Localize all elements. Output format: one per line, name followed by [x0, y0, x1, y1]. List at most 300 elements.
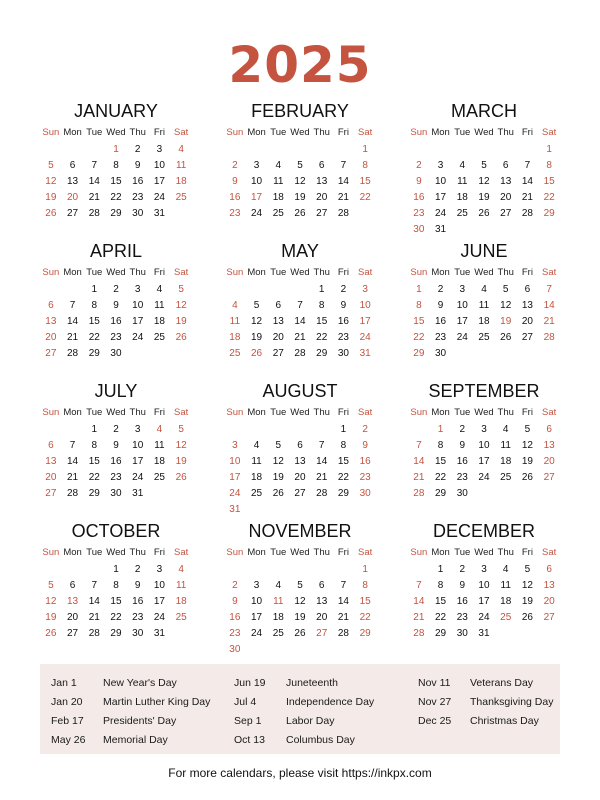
day-cell: 15: [110, 176, 122, 187]
weekday-label: Wed: [474, 547, 494, 558]
day-cell: 6: [502, 160, 509, 171]
weekday-header: [408, 126, 560, 140]
day-cell: 7: [416, 580, 422, 591]
day-grid: [40, 282, 192, 362]
day-cell: 8: [91, 440, 98, 451]
day-cell: 23: [413, 208, 425, 219]
day-cell: 13: [543, 580, 555, 591]
weekday-label: Sun: [42, 547, 60, 558]
holiday-name: Thanksgiving Day: [470, 696, 554, 708]
day-cell: 2: [113, 424, 119, 435]
day-cell: 13: [67, 596, 79, 607]
day-cell: 26: [521, 472, 533, 483]
weekday-label: Fri: [337, 547, 349, 558]
day-cell: 3: [481, 424, 487, 435]
empty-cell: [267, 422, 289, 438]
month-name: JULY: [94, 381, 138, 401]
day-cell: 9: [232, 596, 238, 607]
day-cell: 20: [500, 192, 512, 203]
month-name: AUGUST: [262, 381, 338, 401]
day-cell: 9: [134, 580, 141, 591]
weekday-label: Fri: [521, 407, 533, 418]
day-cell: 16: [337, 316, 349, 327]
day-cell: 21: [543, 316, 555, 327]
weekday-label: Wed: [106, 267, 126, 278]
day-cell: 20: [316, 612, 328, 623]
day-cell: 15: [316, 316, 328, 327]
day-cell: 12: [272, 456, 284, 467]
day-cell: 29: [359, 628, 371, 639]
day-cell: 8: [362, 580, 368, 591]
day-cell: 18: [229, 332, 241, 343]
day-cell: 14: [316, 456, 328, 467]
month-name: APRIL: [89, 241, 143, 261]
month-name: MAY: [281, 241, 319, 261]
day-cell: 7: [91, 160, 98, 171]
weekday-label: Mon: [63, 127, 82, 138]
day-cell: 19: [175, 316, 187, 327]
empty-cell: [62, 562, 84, 578]
weekday-header: [408, 406, 560, 420]
day-cell: 21: [413, 612, 425, 623]
day-cell: 25: [500, 612, 512, 623]
day-grid: [40, 422, 192, 502]
day-cell: 6: [318, 160, 325, 171]
day-cell: 1: [362, 564, 368, 575]
day-cell: 21: [294, 332, 306, 343]
day-cell: 22: [543, 192, 555, 203]
day-cell: 6: [297, 440, 303, 451]
day-cell: 30: [229, 644, 241, 655]
day-cell: 21: [88, 192, 100, 203]
day-cell: 5: [275, 440, 282, 451]
weekday-label: Tue: [454, 267, 471, 278]
day-cell: 28: [88, 208, 100, 219]
day-cell: 22: [435, 612, 447, 623]
day-cell: 27: [45, 488, 57, 499]
holiday-name: New Year's Day: [103, 677, 177, 689]
day-cell: 6: [69, 580, 76, 591]
day-cell: 30: [435, 348, 447, 359]
day-cell: 27: [543, 612, 555, 623]
month-april: [40, 240, 192, 380]
day-cell: 31: [153, 208, 165, 219]
day-cell: 11: [273, 596, 284, 607]
weekday-label: Fri: [521, 127, 533, 138]
day-cell: 9: [459, 580, 466, 591]
weekday-label: Sun: [42, 407, 60, 418]
day-cell: 27: [45, 348, 57, 359]
day-cell: 26: [478, 208, 490, 219]
months-grid: [40, 100, 560, 660]
day-cell: 11: [500, 580, 511, 591]
weekday-label: Sat: [358, 127, 373, 138]
day-cell: 17: [478, 596, 490, 607]
day-grid: [408, 422, 560, 502]
day-cell: 4: [459, 160, 466, 171]
empty-cell: [289, 142, 311, 158]
empty-cell: [40, 422, 62, 438]
day-cell: 24: [478, 612, 490, 623]
empty-cell: [333, 142, 355, 158]
month-august: [224, 380, 376, 520]
day-cell: 14: [67, 456, 79, 467]
day-grid: [40, 562, 192, 642]
day-cell: 16: [132, 176, 144, 187]
weekday-label: Thu: [129, 547, 146, 558]
day-cell: 12: [251, 316, 263, 327]
day-cell: 27: [67, 208, 79, 219]
day-cell: 13: [67, 176, 79, 187]
day-cell: 2: [416, 160, 422, 171]
day-cell: 20: [67, 612, 79, 623]
day-cell: 26: [294, 628, 306, 639]
empty-cell: [408, 422, 430, 438]
weekday-label: Mon: [63, 267, 82, 278]
day-cell: 18: [153, 316, 165, 327]
day-cell: 10: [478, 440, 490, 451]
weekday-label: Wed: [290, 407, 310, 418]
weekday-label: Sun: [42, 127, 60, 138]
day-cell: 19: [500, 316, 512, 327]
day-cell: 4: [502, 424, 509, 435]
day-cell: 7: [69, 440, 76, 451]
day-cell: 1: [416, 284, 422, 295]
day-cell: 4: [502, 564, 509, 575]
day-cell: 7: [546, 284, 552, 295]
weekday-label: Sat: [174, 127, 189, 138]
day-cell: 11: [478, 300, 490, 311]
day-cell: 31: [478, 628, 490, 639]
day-cell: 11: [154, 440, 165, 451]
holiday-row: [234, 733, 374, 752]
weekday-label: Mon: [247, 547, 266, 558]
day-cell: 13: [316, 176, 328, 187]
day-cell: 1: [340, 424, 347, 435]
day-cell: 11: [251, 456, 262, 467]
empty-cell: [473, 142, 495, 158]
weekday-label: Sat: [542, 407, 557, 418]
day-cell: 3: [134, 424, 141, 435]
weekday-label: Mon: [63, 547, 82, 558]
day-cell: 23: [435, 332, 447, 343]
day-cell: 17: [153, 596, 165, 607]
day-cell: 10: [132, 300, 144, 311]
month-name: MARCH: [451, 101, 517, 121]
day-cell: 28: [543, 332, 555, 343]
day-cell: 7: [318, 440, 325, 451]
day-cell: 4: [156, 284, 163, 295]
day-cell: 5: [253, 300, 260, 311]
day-cell: 16: [435, 316, 447, 327]
day-grid: [224, 422, 376, 518]
day-cell: 24: [132, 472, 144, 483]
weekday-label: Fri: [337, 267, 349, 278]
day-cell: 29: [543, 208, 555, 219]
holiday-name: Christmas Day: [470, 715, 539, 727]
weekday-label: Thu: [497, 547, 514, 558]
day-cell: 30: [337, 348, 349, 359]
month-may: [224, 240, 376, 380]
weekday-label: Thu: [313, 127, 330, 138]
empty-cell: [40, 282, 62, 298]
day-grid: [224, 142, 376, 222]
empty-cell: [311, 422, 333, 438]
holiday-date: Nov 11: [418, 677, 451, 689]
empty-cell: [289, 422, 311, 438]
day-cell: 25: [500, 472, 512, 483]
holiday-row: [51, 695, 210, 714]
day-cell: 12: [45, 176, 57, 187]
day-cell: 1: [91, 284, 98, 295]
day-cell: 7: [340, 160, 347, 171]
day-cell: 3: [232, 440, 238, 451]
weekday-label: Tue: [454, 127, 471, 138]
day-cell: 15: [359, 176, 371, 187]
weekday-label: Fri: [521, 267, 533, 278]
day-cell: 21: [67, 472, 79, 483]
weekday-label: Sun: [226, 127, 244, 138]
day-cell: 30: [456, 628, 468, 639]
day-cell: 8: [546, 160, 552, 171]
day-cell: 13: [45, 316, 57, 327]
weekday-label: Sat: [542, 267, 557, 278]
day-cell: 26: [175, 332, 187, 343]
day-cell: 29: [337, 488, 349, 499]
holiday-row: [234, 695, 374, 714]
day-cell: 14: [543, 300, 555, 311]
holiday-row: [418, 676, 553, 695]
day-cell: 8: [416, 300, 422, 311]
day-cell: 28: [294, 348, 306, 359]
day-cell: 30: [132, 208, 144, 219]
day-cell: 23: [359, 472, 371, 483]
holiday-date: Jun 19: [234, 677, 266, 689]
day-cell: 5: [178, 424, 184, 435]
day-cell: 14: [88, 596, 100, 607]
month-name: JUNE: [460, 241, 508, 261]
day-cell: 30: [110, 348, 122, 359]
day-cell: 25: [478, 332, 490, 343]
day-cell: 12: [478, 176, 490, 187]
day-cell: 17: [359, 316, 371, 327]
holiday-row: [418, 695, 553, 714]
day-cell: 7: [297, 300, 303, 311]
year-title: 2025: [228, 36, 372, 94]
weekday-label: Thu: [129, 407, 146, 418]
holiday-row: [51, 676, 210, 695]
holiday-column-3: [418, 676, 553, 733]
day-cell: 5: [178, 284, 184, 295]
day-cell: 31: [229, 504, 241, 515]
day-cell: 6: [48, 440, 54, 451]
day-cell: 18: [175, 596, 187, 607]
holiday-list: [40, 664, 560, 754]
day-cell: 24: [153, 612, 165, 623]
day-cell: 26: [294, 208, 306, 219]
weekday-label: Wed: [290, 547, 310, 558]
day-cell: 27: [316, 208, 328, 219]
day-cell: 1: [318, 284, 325, 295]
day-cell: 15: [88, 316, 100, 327]
empty-cell: [333, 562, 355, 578]
day-cell: 2: [459, 424, 466, 435]
day-cell: 23: [132, 612, 144, 623]
weekday-label: Fri: [521, 547, 533, 558]
weekday-label: Tue: [454, 547, 471, 558]
day-cell: 2: [232, 160, 238, 171]
day-cell: 19: [521, 596, 533, 607]
weekday-label: Thu: [129, 267, 146, 278]
day-cell: 11: [500, 440, 511, 451]
day-cell: 10: [153, 160, 165, 171]
day-cell: 18: [456, 192, 468, 203]
day-cell: 28: [521, 208, 533, 219]
weekday-label: Thu: [129, 127, 146, 138]
day-cell: 16: [132, 596, 144, 607]
empty-cell: [40, 142, 62, 158]
weekday-label: Thu: [313, 407, 330, 418]
day-cell: 26: [521, 612, 533, 623]
holiday-date: Jan 20: [51, 696, 83, 708]
day-cell: 17: [132, 456, 144, 467]
day-cell: 15: [435, 596, 447, 607]
day-cell: 31: [359, 348, 371, 359]
day-cell: 3: [481, 564, 487, 575]
day-cell: 19: [45, 612, 57, 623]
weekday-label: Tue: [86, 547, 103, 558]
weekday-label: Sat: [174, 267, 189, 278]
weekday-label: Mon: [247, 127, 266, 138]
day-cell: 18: [272, 192, 284, 203]
day-cell: 27: [294, 488, 306, 499]
month-name: OCTOBER: [71, 521, 161, 541]
weekday-label: Sun: [226, 267, 244, 278]
day-cell: 23: [132, 192, 144, 203]
day-cell: 2: [437, 284, 444, 295]
weekday-label: Fri: [153, 407, 165, 418]
day-cell: 24: [456, 332, 468, 343]
empty-cell: [289, 282, 311, 298]
empty-cell: [62, 142, 84, 158]
day-cell: 16: [110, 316, 122, 327]
day-cell: 16: [456, 456, 468, 467]
day-cell: 22: [359, 192, 371, 203]
month-september: [408, 380, 560, 520]
empty-cell: [289, 562, 311, 578]
day-cell: 17: [132, 316, 144, 327]
day-cell: 17: [478, 456, 490, 467]
weekday-label: Tue: [86, 127, 103, 138]
day-cell: 22: [316, 332, 328, 343]
day-cell: 12: [500, 300, 512, 311]
weekday-header: [40, 406, 192, 420]
day-cell: 25: [153, 472, 165, 483]
day-cell: 15: [413, 316, 425, 327]
day-cell: 27: [67, 628, 79, 639]
day-cell: 1: [91, 424, 98, 435]
day-cell: 7: [340, 580, 347, 591]
day-grid: [224, 282, 376, 362]
day-cell: 24: [478, 472, 490, 483]
weekday-label: Mon: [431, 547, 450, 558]
day-cell: 9: [362, 440, 368, 451]
weekday-label: Sun: [410, 407, 428, 418]
weekday-label: Fri: [153, 547, 165, 558]
day-cell: 18: [175, 176, 187, 187]
day-cell: 19: [478, 192, 490, 203]
day-cell: 3: [253, 580, 260, 591]
day-cell: 27: [316, 628, 328, 639]
day-cell: 21: [337, 612, 349, 623]
weekday-label: Sat: [174, 547, 189, 558]
weekday-label: Thu: [497, 127, 514, 138]
weekday-header: [224, 406, 376, 420]
day-cell: 25: [175, 192, 187, 203]
day-cell: 22: [337, 472, 349, 483]
day-cell: 25: [251, 488, 263, 499]
weekday-label: Wed: [290, 267, 310, 278]
footer-link-text: For more calendars, please visit https://inkpx.com: [168, 766, 432, 780]
weekday-label: Sat: [358, 547, 373, 558]
weekday-label: Tue: [270, 267, 287, 278]
empty-cell: [267, 142, 289, 158]
day-cell: 29: [88, 488, 100, 499]
day-cell: 12: [294, 596, 306, 607]
day-cell: 20: [294, 472, 306, 483]
day-cell: 14: [337, 596, 349, 607]
day-cell: 30: [132, 628, 144, 639]
weekday-header: [40, 266, 192, 280]
day-cell: 8: [113, 580, 119, 591]
day-cell: 2: [134, 144, 141, 155]
day-cell: 19: [294, 612, 306, 623]
weekday-label: Sat: [358, 407, 373, 418]
day-cell: 22: [88, 472, 100, 483]
day-cell: 9: [437, 300, 444, 311]
day-cell: 15: [337, 456, 349, 467]
day-cell: 10: [153, 580, 165, 591]
day-cell: 1: [546, 144, 552, 155]
day-cell: 5: [481, 160, 487, 171]
day-cell: 24: [251, 628, 263, 639]
month-june: [408, 240, 560, 380]
day-cell: 2: [232, 580, 238, 591]
day-cell: 19: [272, 472, 284, 483]
holiday-date: Sep 1: [234, 715, 262, 727]
day-cell: 29: [88, 348, 100, 359]
weekday-label: Tue: [454, 407, 471, 418]
day-cell: 11: [273, 176, 284, 187]
day-cell: 29: [435, 628, 447, 639]
weekday-label: Sat: [358, 267, 373, 278]
weekday-label: Wed: [474, 407, 494, 418]
holiday-name: Juneteenth: [286, 677, 338, 689]
day-cell: 3: [362, 284, 368, 295]
day-cell: 29: [110, 208, 122, 219]
holiday-row: [234, 676, 374, 695]
day-cell: 24: [435, 208, 447, 219]
day-cell: 2: [459, 564, 466, 575]
day-cell: 11: [154, 300, 165, 311]
day-cell: 5: [297, 160, 303, 171]
month-name: SEPTEMBER: [428, 381, 540, 401]
day-cell: 18: [500, 456, 512, 467]
day-cell: 20: [543, 596, 555, 607]
day-cell: 13: [521, 300, 533, 311]
day-cell: 19: [45, 192, 57, 203]
weekday-label: Wed: [474, 127, 494, 138]
